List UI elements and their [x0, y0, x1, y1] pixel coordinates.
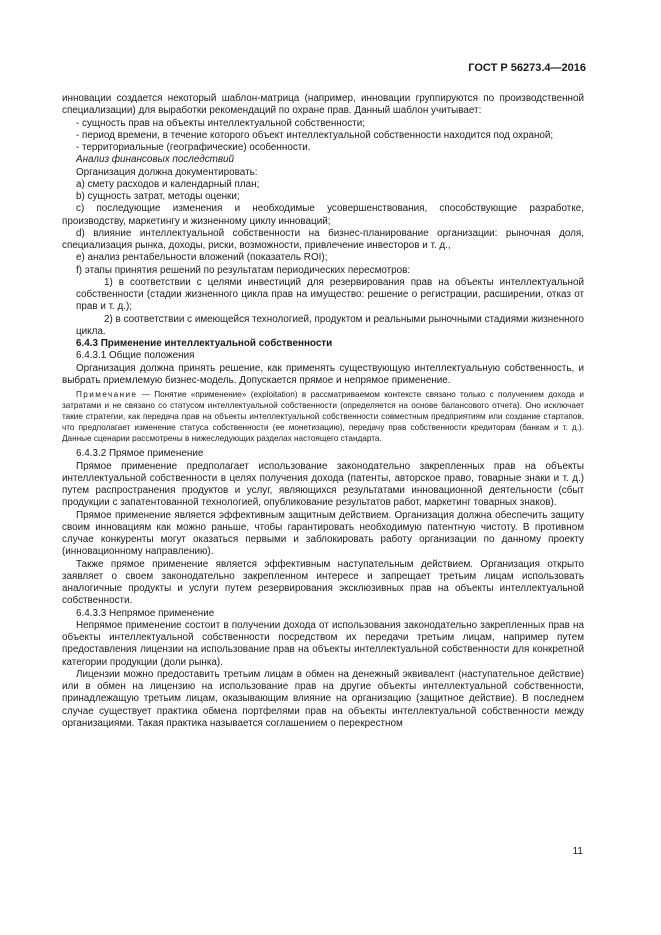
subsection-heading-6-4-3-2: 6.4.3.2 Прямое применение	[76, 448, 204, 460]
list-item-c: c) последующие изменения и необходимые усовершенствования, способствующие разработке, производству, маркетингу и жизненному циклу инноваций;	[62, 203, 584, 227]
list-item-territorial: - территориальные (географические) особенности.	[76, 142, 311, 153]
document-body	[62, 93, 584, 730]
list-item-b: b) сущность затрат, методы оценки;	[76, 191, 240, 202]
note-text: — Понятие «применение» (exploitation) в рассматриваемом контексте связано только с получением дохода и затратами и не связано со статусом интеллектуальной собственности (определяется на основе балансового отчета). Оно исключает такие стратегии, как передача прав на объекты интеллектуальной собственности совместным предприятиям или создание стартапов, что предполагает изменение статуса собственности (ее монетизацию), передачу прав собственности кредиторам (банкам и т. д.). Данные сценарии рассмотрены в нижеследующих разделах настоящего стандарта.	[62, 390, 584, 444]
list-item-f2: 2) в соответствии с имеющейся технологией, продуктом и реальными рыночными стадиями жизненного цикла.	[76, 313, 584, 337]
list-item-rights-essence: - сущность прав на объекты интеллектуальной собственности;	[76, 117, 365, 129]
paragraph-indirect-application: Непрямое применение состоит в получении дохода от использования законодательно закрепленных прав на объекты интеллектуальной собственности посредством их передачи третьим лицам, например путем предоставления лицензии на использование прав на объекты интеллектуальной собственности для конкретной категории продукции (доли рынка).	[62, 619, 584, 668]
list-item-f: f) этапы принятия решений по результатам периодических пересмотров:	[76, 264, 411, 276]
paragraph-direct-offensive: Также прямое применение является эффективным наступательным действием. Организация открыто заявляет о своем законодательно закрепленном интересе и запрещает третьим лицам использовать аналогичные продукты и услуги путем резервирования эксклюзивных прав на объекты интеллектуальной собственности.	[62, 558, 584, 607]
paragraph-licensing: Лицензии можно предоставить третьим лицам в обмен на денежный эквивалент (наступательное действие) или в обмен на лицензию на использование прав на другие объекты интеллектуальной собственности, принадлежащую третьим лицам, оказывающим влияние на организацию (защитное действие). В последнем случае существует практика обмена портфелями прав на объекты интеллектуальной собственности между организациями. Такая практика называется соглашением о перекрестном	[62, 668, 584, 729]
subsection-heading-6-4-3-1: 6.4.3.1 Общие положения	[76, 350, 195, 362]
list-item-protection-period: - период времени, в течение которого объект интеллектуальной собственности находится под охраной;	[76, 129, 554, 141]
paragraph-document-requirements: Организация должна документировать:	[76, 166, 258, 178]
list-item-d: d) влияние интеллектуальной собственности на бизнес-планирование организации: рыночная доля, специализация рынка, доходы, риски, возможности, привлечение инвесторов и т. д.,	[62, 227, 584, 251]
note-label: Примечание	[76, 390, 138, 399]
subsection-heading-6-4-3-3: 6.4.3.3 Непрямое применение	[76, 607, 215, 619]
list-item-e: e) анализ рентабельности вложений (показатель ROI);	[76, 252, 328, 264]
paragraph-direct-application: Прямое применение предполагает использование законодательно закрепленных прав на объекты интеллектуальной собственности в целях получения дохода (патенты, авторское право, товарные знаки и т. д.) путем распространения продуктов и услуг, являющихся результатами инновационной деятельности (сбыт продукции с запатентованной технологией, опубликование результатов работ, маркетинг товарных знаков).	[62, 460, 584, 509]
section-heading-6-4-3: 6.4.3 Применение интеллектуальной собственности	[76, 338, 333, 349]
list-item-a: a) смету расходов и календарный план;	[76, 178, 260, 190]
paragraph-direct-defensive: Прямое применение является эффективным защитным действием. Организация должна обеспечить защиту своим инновациям как можно раньше, чтобы гарантировать необходимую патентную чистоту. В противном случае конкуренты могут оказаться первыми и заблокировать работу организации по данному проекту (инновационному направлению).	[62, 509, 584, 558]
page-number: 11	[572, 846, 583, 857]
paragraph-template-intro: инновации создается некоторый шаблон-матрица (например, инновации группируются по производственной специализации) для выработки рекомендаций по охране прав. Данный шаблон учитывает:	[62, 93, 584, 117]
note-block	[62, 389, 584, 444]
heading-financial-analysis: Анализ финансовых последствий	[76, 154, 235, 166]
paragraph-general-provisions: Организация должна принять решение, как применять существующую интеллектуальную собственность, и выбрать приемлемую бизнес-модель. Допускается прямое и непрямое применение.	[62, 362, 584, 386]
standard-designation: ГОСТ Р 56273.4—2016	[468, 62, 586, 74]
list-item-f1: 1) в соответствии с целями инвестиций для резервирования прав на объекты интеллектуальной собственности (стадии жизненного цикла прав на имущество: решение о регистрации, расширении, отказ от прав и т. д.);	[76, 276, 584, 313]
